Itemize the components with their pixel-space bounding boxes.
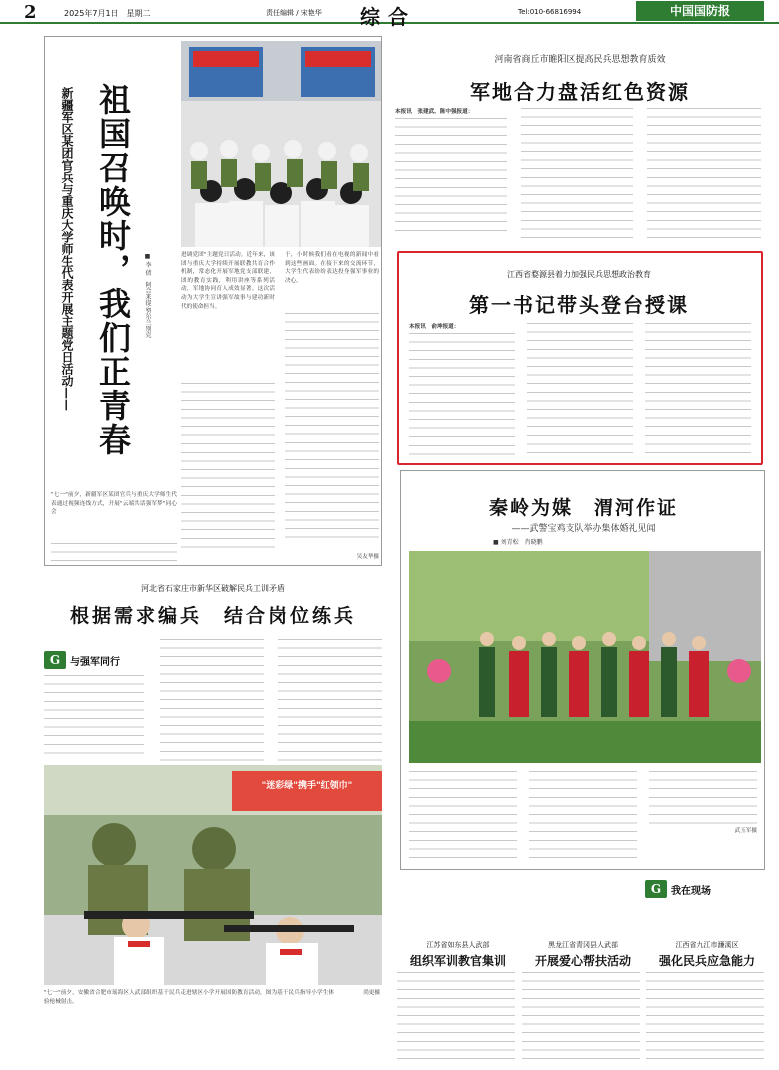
phone-number: Tel:010-66816994 [518, 8, 582, 16]
short1-title: 组织军训教官集训 [409, 954, 506, 968]
short-item-rudong [397, 940, 519, 1070]
short3-title: 强化民兵应急能力 [658, 954, 755, 968]
article1-photo-credit: 吴友华摄 [356, 554, 379, 560]
article4-text-col3 [649, 771, 757, 825]
article1-text-col0 [51, 543, 177, 561]
column-tag-on-site [645, 880, 711, 898]
article3-kicker: 江西省婺源县着力加强民兵思想政治教育 [507, 270, 651, 279]
short3-kicker: 江西省九江市濂溪区 [675, 941, 739, 949]
short2-kicker: 黑龙江省青冈县人武部 [548, 941, 618, 949]
article2-kicker: 河南省商丘市睢阳区提高民兵思想教育质效 [494, 55, 666, 65]
article5-title: 根据需求编兵 结合岗位练兵 [69, 605, 356, 627]
article5-photo-banner: "迷彩绿"携手"红领巾" [261, 781, 353, 791]
article1-byline: ■ 李 倩 阿合来提·努尔兰别克 [144, 253, 151, 338]
article3-text-col2 [527, 323, 633, 457]
article5-text-col1 [44, 675, 144, 761]
article3-text-col1 [409, 333, 515, 457]
article4-subtitle: ——武警宝鸡支队举办集体婚礼见闻 [511, 524, 656, 534]
article2-text-col1 [395, 118, 507, 238]
article1-body-mid: 于，小时候我们看在电视的新闻中看到这些画面。在接下来的交流环节，大学生代表纷纷表达投身强军事业的决心。 [285, 252, 379, 284]
section-title: 综合 [360, 5, 416, 29]
article5-text-col2 [160, 639, 264, 761]
article-youth-call [44, 36, 382, 566]
page-header [0, 0, 779, 29]
article4-text-col1 [409, 771, 517, 865]
column-name: 我在现场 [671, 885, 711, 897]
article4-byline: ■ 刘青松 肖晓鹏 [493, 539, 543, 546]
article-first-secretary [397, 251, 763, 465]
article5-photo [44, 765, 382, 985]
article1-photo-caption: "七一"前夕，新疆军区某团官兵与重庆大学师生代表通过视频连线方式，开展"云端共话强军梦"同心会 [51, 492, 177, 516]
article1-intro: 进调党团"主题党日活动。近年来，该团与重庆大学持续开展联教共育合作机制，常态化开展军地党支部联建，团的教育实践，利用讲座等系列活动，军地协同育人成效显著。这次活动为大学生宣讲强军故事与建功新时代的使命担当。 [181, 252, 275, 310]
issue-date: 2025年7月1日 星期二 [64, 9, 151, 18]
article3-byline: 本报讯 俞坤报道： [409, 324, 460, 330]
short1-text [397, 972, 515, 1062]
article2-text-col2 [521, 108, 633, 238]
article-group-wedding [400, 470, 765, 870]
article4-text-col2 [529, 771, 637, 865]
article1-text-col2 [285, 313, 379, 543]
article4-photo [409, 551, 761, 763]
article2-byline: 本报讯 张建武、陈中强报道： [395, 109, 474, 115]
article2-title: 军地合力盘活红色资源 [470, 80, 690, 104]
article3-title: 第一书记带头登台授课 [469, 293, 689, 317]
article-red-resources [395, 36, 765, 246]
article5-kicker: 河北省石家庄市新华区破解民兵工训矛盾 [141, 584, 285, 593]
article5-photo-credit: 尚更摄 [363, 990, 380, 996]
article3-text-col3 [645, 323, 751, 457]
column-mark-icon: G [44, 651, 66, 669]
short1-kicker: 江苏省如东县人武部 [426, 941, 490, 949]
article2-text-col3 [647, 108, 761, 238]
short3-text [646, 972, 764, 1062]
column-name: 与强军同行 [70, 656, 120, 668]
masthead-logo: 中国国防报 [636, 1, 764, 21]
article1-text-col1 [181, 383, 275, 553]
page-number: 2 [24, 2, 37, 23]
short-item-qinggang [522, 940, 644, 1070]
article1-title: 祖国召唤时，我们正青春 [94, 83, 132, 457]
article-militia-training [44, 575, 382, 1035]
article1-subtitle: 新疆军区某团官兵与重庆大学师生代表开展主题党日活动—— [60, 87, 74, 411]
article5-text-col3 [278, 639, 382, 761]
article4-photo-credit: 武玉军摄 [734, 828, 757, 834]
article5-photo-caption: "七一"前夕，安徽省合肥市瑶海区人武部组织基干民兵走进辖区小学开展国防教育活动，图为基干民兵指导小学生体验枪械射击。 [44, 990, 334, 1005]
column-tag-strong-army [44, 651, 120, 669]
article4-title: 秦岭为媒 渭河作证 [488, 497, 678, 519]
article1-photo [181, 41, 381, 247]
short2-title: 开展爱心帮扶活动 [534, 954, 631, 968]
editor-credit: 责任编辑 / 宋艳华 [266, 9, 322, 17]
short-item-lianxi [646, 940, 768, 1070]
short2-text [522, 972, 640, 1062]
column-mark-icon: G [645, 880, 667, 898]
